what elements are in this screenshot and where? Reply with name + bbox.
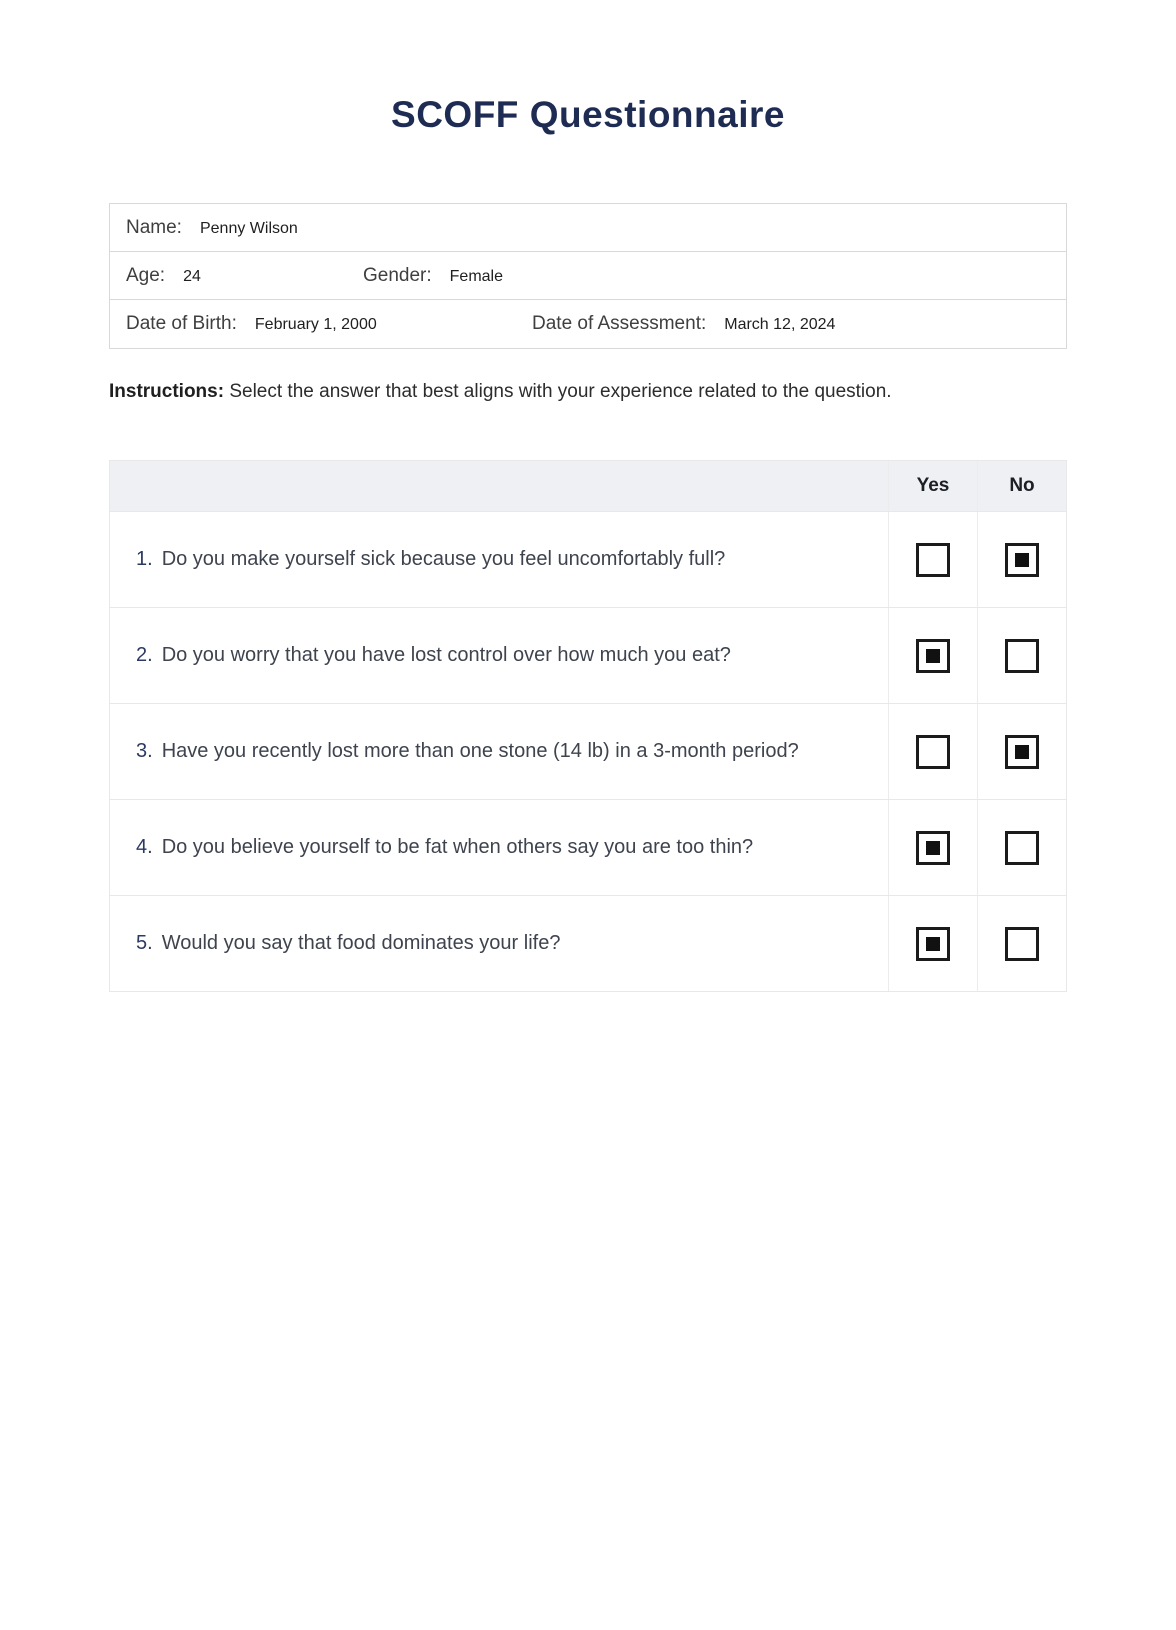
question-5-text: Would you say that food dominates your life? xyxy=(161,932,561,954)
question-2-text: Do you worry that you have lost control over how much you eat? xyxy=(161,644,731,666)
patient-info-row-name xyxy=(110,204,1066,252)
age-field xyxy=(126,265,363,287)
page-title: SCOFF Questionnaire xyxy=(391,94,785,135)
question-1-no-checkbox[interactable] xyxy=(1005,543,1039,577)
age-label: Age: xyxy=(126,264,166,286)
age-value: 24 xyxy=(183,267,201,285)
question-row-1 xyxy=(110,511,1066,607)
question-4-number: 4. xyxy=(136,836,153,858)
checkbox-fill xyxy=(926,841,940,855)
question-row-5 xyxy=(110,895,1066,991)
patient-info-box xyxy=(109,203,1067,349)
yes-column-header: Yes xyxy=(888,461,977,511)
question-5 xyxy=(110,896,888,991)
question-3-no-checkbox[interactable] xyxy=(1005,735,1039,769)
name-label: Name: xyxy=(126,216,182,238)
question-1-yes-checkbox[interactable] xyxy=(916,543,950,577)
question-4-text: Do you believe yourself to be fat when others say you are too thin? xyxy=(161,836,754,858)
document-content xyxy=(109,94,1067,992)
instructions-label: Instructions: xyxy=(109,381,225,402)
question-2-no-checkbox[interactable] xyxy=(1005,639,1039,673)
question-row-2 xyxy=(110,607,1066,703)
question-row-3 xyxy=(110,703,1066,799)
date-of-assessment-label: Date of Assessment: xyxy=(532,313,707,334)
no-column-header: No xyxy=(977,461,1066,511)
question-4-no-checkbox[interactable] xyxy=(1005,831,1039,865)
name-value: Penny Wilson xyxy=(199,219,298,237)
date-of-birth-value: February 1, 2000 xyxy=(254,316,377,333)
question-3 xyxy=(110,704,888,799)
checkbox-fill xyxy=(1015,553,1029,567)
checkbox-fill xyxy=(926,649,940,663)
question-column-header xyxy=(110,461,888,511)
date-of-birth-field xyxy=(126,313,532,335)
checkbox-fill xyxy=(926,937,940,951)
question-5-number: 5. xyxy=(136,932,153,954)
question-1-text: Do you make yourself sick because you feel uncomfortably full? xyxy=(161,548,726,570)
scoff-question-table xyxy=(109,460,1067,992)
table-header-row xyxy=(110,461,1066,511)
question-4-yes-checkbox[interactable] xyxy=(916,831,950,865)
instructions-text: Select the answer that best aligns with your experience related to the question. xyxy=(229,381,892,402)
date-of-assessment-value: March 12, 2024 xyxy=(724,316,836,333)
gender-field xyxy=(363,265,503,287)
question-row-4 xyxy=(110,799,1066,895)
question-3-text: Have you recently lost more than one stone (14 lb) in a 3-month period? xyxy=(161,740,799,762)
gender-value: Female xyxy=(449,267,504,285)
instructions-line xyxy=(109,380,1067,404)
question-5-yes-checkbox[interactable] xyxy=(916,927,950,961)
question-2-yes-checkbox[interactable] xyxy=(916,639,950,673)
question-3-number: 3. xyxy=(136,740,153,762)
question-1-number: 1. xyxy=(136,548,153,570)
date-of-birth-label: Date of Birth: xyxy=(126,313,237,334)
question-1 xyxy=(110,512,888,607)
name-field xyxy=(126,217,298,239)
patient-info-row-age-gender xyxy=(110,252,1066,300)
gender-label: Gender: xyxy=(363,264,432,286)
question-5-no-checkbox[interactable] xyxy=(1005,927,1039,961)
patient-info-row-dates xyxy=(110,300,1066,348)
checkbox-fill xyxy=(1015,745,1029,759)
question-3-yes-checkbox[interactable] xyxy=(916,735,950,769)
question-2-number: 2. xyxy=(136,644,153,666)
date-of-assessment-field xyxy=(532,313,835,335)
question-2 xyxy=(110,608,888,703)
question-4 xyxy=(110,800,888,895)
